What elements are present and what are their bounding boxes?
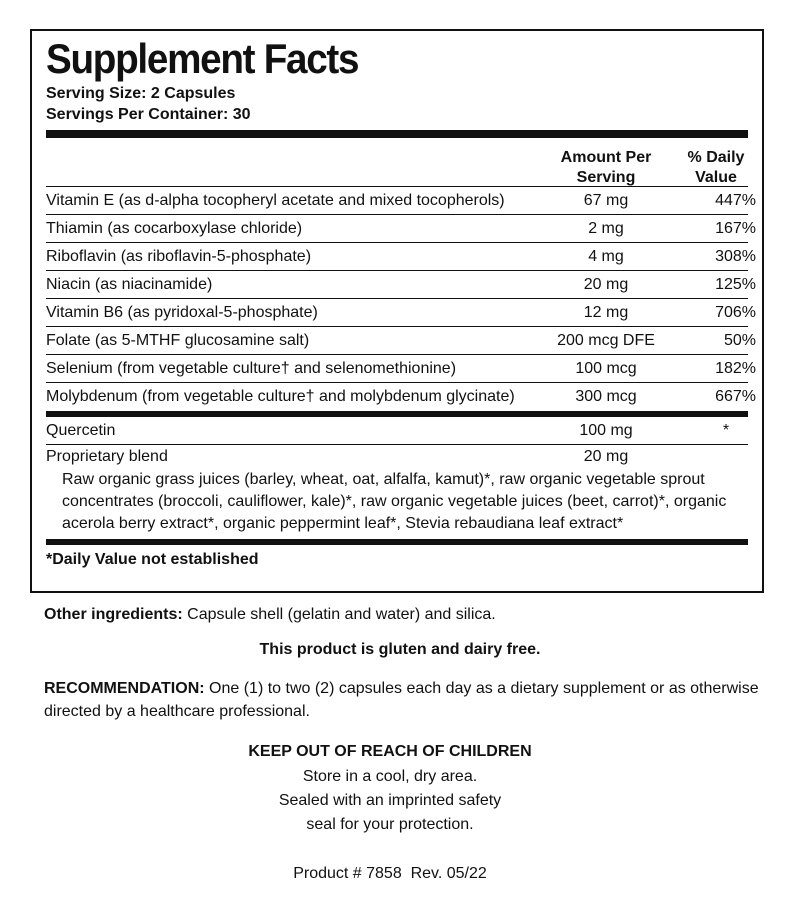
recommendation-label: RECOMMENDATION: bbox=[44, 680, 205, 697]
panel-title: Supplement Facts bbox=[46, 35, 359, 82]
other-ingredients-label: Other ingredients: bbox=[44, 606, 183, 623]
daily-value-footnote: *Daily Value not established bbox=[46, 551, 259, 568]
other-ingredients-text: Capsule shell (gelatin and water) and silica. bbox=[182, 606, 496, 623]
daily-value-header: % Daily Value bbox=[687, 149, 745, 186]
nutrient-row: Folate (as 5-MTHF glucosamine salt) 200 mcg DFE 50% bbox=[46, 327, 748, 355]
blend-name: Proprietary blend bbox=[46, 448, 168, 465]
divider-thick bbox=[46, 130, 748, 138]
quercetin-row: Quercetin 100 mg * bbox=[46, 417, 748, 445]
servings-per-container: Servings Per Container: 30 bbox=[46, 106, 251, 123]
storage-line-2: Sealed with an imprinted safety bbox=[278, 792, 502, 809]
recommendation-text: One (1) to two (2) capsules each day as a dietary supplement or as otherwise directed by a healthcare professional. bbox=[44, 680, 759, 720]
blend-amount: 20 mg bbox=[583, 448, 629, 465]
other-ingredients bbox=[44, 603, 764, 626]
storage-line-1: Store in a cool, dry area. bbox=[302, 768, 478, 785]
product-number: Product # 7858 Rev. 05/22 bbox=[293, 865, 487, 882]
serving-size: Serving Size: 2 Capsules bbox=[46, 85, 236, 102]
proprietary-blend bbox=[46, 445, 748, 539]
nutrient-row: Molybdenum (from vegetable culture† and molybdenum glycinate) 300 mcg 667% bbox=[46, 388, 756, 405]
warning: KEEP OUT OF REACH OF CHILDREN bbox=[248, 743, 532, 760]
storage-line-3: seal for your protection. bbox=[306, 816, 474, 833]
gluten-free-statement: This product is gluten and dairy free. bbox=[259, 641, 541, 658]
divider-medium bbox=[46, 539, 748, 545]
nutrient-row: Vitamin B6 (as pyridoxal-5-phosphate) 12 mg 706% bbox=[46, 299, 748, 327]
blend-description: Raw organic grass juices (barley, wheat, oat, alfalfa, kamut)*, raw organic vegetable sprout concentrates (broccoli, cauliflower, kale)*, raw organic vegetable juices (beet, carrot)*, organic acerola berry extract*, organic peppermint leaf*, Stevia rebaudiana leaf extract* bbox=[62, 471, 727, 532]
nutrient-row: Niacin (as niacinamide) 20 mg 125% bbox=[46, 271, 748, 299]
nutrient-row: Selenium (from vegetable culture† and selenomethionine) 100 mcg 182% bbox=[46, 355, 748, 383]
nutrient-row: Riboflavin (as riboflavin-5-phosphate) 4 mg 308% bbox=[46, 243, 748, 271]
nutrient-row: Vitamin E (as d-alpha tocopheryl acetate and mixed tocopherols) 67 mg 447% bbox=[46, 187, 748, 215]
column-header bbox=[46, 138, 748, 187]
nutrient-row: Thiamin (as cocarboxylase chloride) 2 mg 167% bbox=[46, 215, 748, 243]
amount-header: Amount Per Serving bbox=[560, 149, 652, 186]
recommendation bbox=[44, 677, 764, 723]
supplement-facts-panel bbox=[30, 29, 764, 593]
